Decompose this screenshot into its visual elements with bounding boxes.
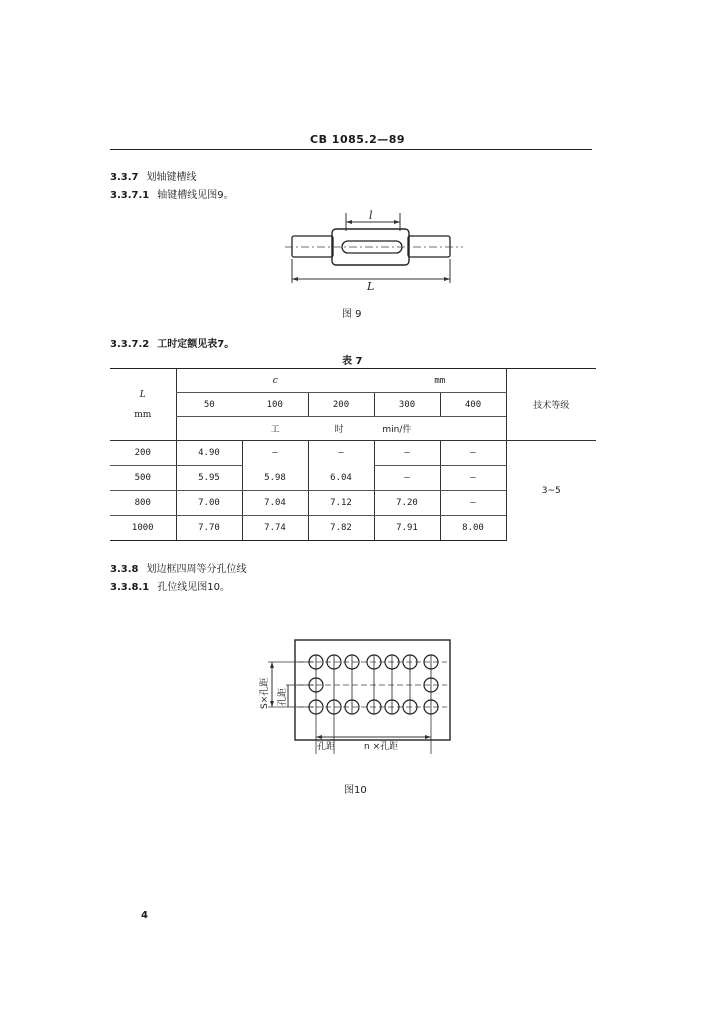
section-text: 工时定额见表7。: [157, 339, 235, 350]
grade-value: 3~5: [506, 441, 596, 541]
row-header-L: L: [139, 389, 146, 400]
cell: —: [374, 441, 440, 466]
cell: —: [374, 466, 440, 491]
cell: —: [308, 441, 374, 466]
col-value: 400: [440, 393, 506, 417]
figure-9-caption: 图 9: [342, 309, 362, 320]
col-header-mm: mm: [374, 369, 506, 393]
section-text: 孔位线见图10。: [157, 582, 230, 593]
dim-label-pitch-small: 孔距: [278, 687, 288, 706]
cell: 7.00: [176, 491, 242, 516]
cell: 5.95: [176, 466, 242, 491]
dim-label-pitch-bottom: 孔距: [317, 742, 336, 752]
row-header-cell: [110, 369, 176, 441]
table-7-title: 表 7: [342, 356, 363, 367]
cell: 7.91: [374, 516, 440, 541]
cell: 6.04: [308, 466, 374, 491]
cell: —: [440, 491, 506, 516]
sub-header: [176, 417, 506, 441]
page-number: 4: [141, 910, 148, 921]
table-7: [110, 368, 596, 541]
sub-header-unit: min/件: [382, 425, 412, 435]
cell: 7.82: [308, 516, 374, 541]
cell-L: 200: [110, 441, 176, 466]
figure-9-shaft-keyway: [285, 205, 465, 293]
cell: —: [440, 441, 506, 466]
section-number: 3.3.7: [110, 172, 139, 183]
dim-label-n-pitch: n ×孔距: [364, 742, 399, 752]
section-text: 轴键槽线见图9。: [157, 190, 234, 201]
cell: 7.70: [176, 516, 242, 541]
cell: 7.04: [242, 491, 308, 516]
col-value: 50: [176, 393, 242, 417]
section-3-3-7: [110, 168, 196, 183]
dim-label-s-pitch: S×孔距: [260, 677, 270, 709]
header-rule: [110, 149, 592, 150]
col-value: 100: [242, 393, 308, 417]
section-number: 3.3.7.2: [110, 339, 150, 350]
col-header-c: c: [176, 369, 374, 393]
row-header-unit: mm: [134, 409, 152, 420]
dim-label-L: L: [367, 280, 375, 293]
grade-header: 技术等级: [506, 369, 596, 441]
cell: 7.20: [374, 491, 440, 516]
section-3-3-7-2: [110, 335, 234, 350]
cell: —: [440, 466, 506, 491]
cell: 7.12: [308, 491, 374, 516]
section-3-3-8: [110, 560, 246, 575]
cell: —: [242, 441, 308, 466]
dim-label-l: l: [369, 209, 373, 222]
cell-L: 500: [110, 466, 176, 491]
figure-10-hole-layout: [250, 632, 470, 762]
cell: 7.74: [242, 516, 308, 541]
table-row: [110, 441, 596, 466]
figure-10-caption: 图10: [344, 785, 367, 796]
cell: 8.00: [440, 516, 506, 541]
section-number: 3.3.8: [110, 564, 139, 575]
section-3-3-8-1: [110, 578, 230, 593]
cell: 5.98: [242, 466, 308, 491]
cell-L: 800: [110, 491, 176, 516]
col-value: 300: [374, 393, 440, 417]
section-number: 3.3.8.1: [110, 582, 150, 593]
cell: 4.90: [176, 441, 242, 466]
section-3-3-7-1: [110, 186, 234, 201]
col-value: 200: [308, 393, 374, 417]
cell-L: 1000: [110, 516, 176, 541]
section-title: 划边框四周等分孔位线: [146, 564, 247, 575]
section-title: 划轴键槽线: [146, 172, 197, 183]
section-number: 3.3.7.1: [110, 190, 150, 201]
sub-header-work: 工: [270, 425, 280, 435]
sub-header-time: 时: [334, 425, 344, 435]
document-code: CB 1085.2—89: [310, 133, 406, 146]
